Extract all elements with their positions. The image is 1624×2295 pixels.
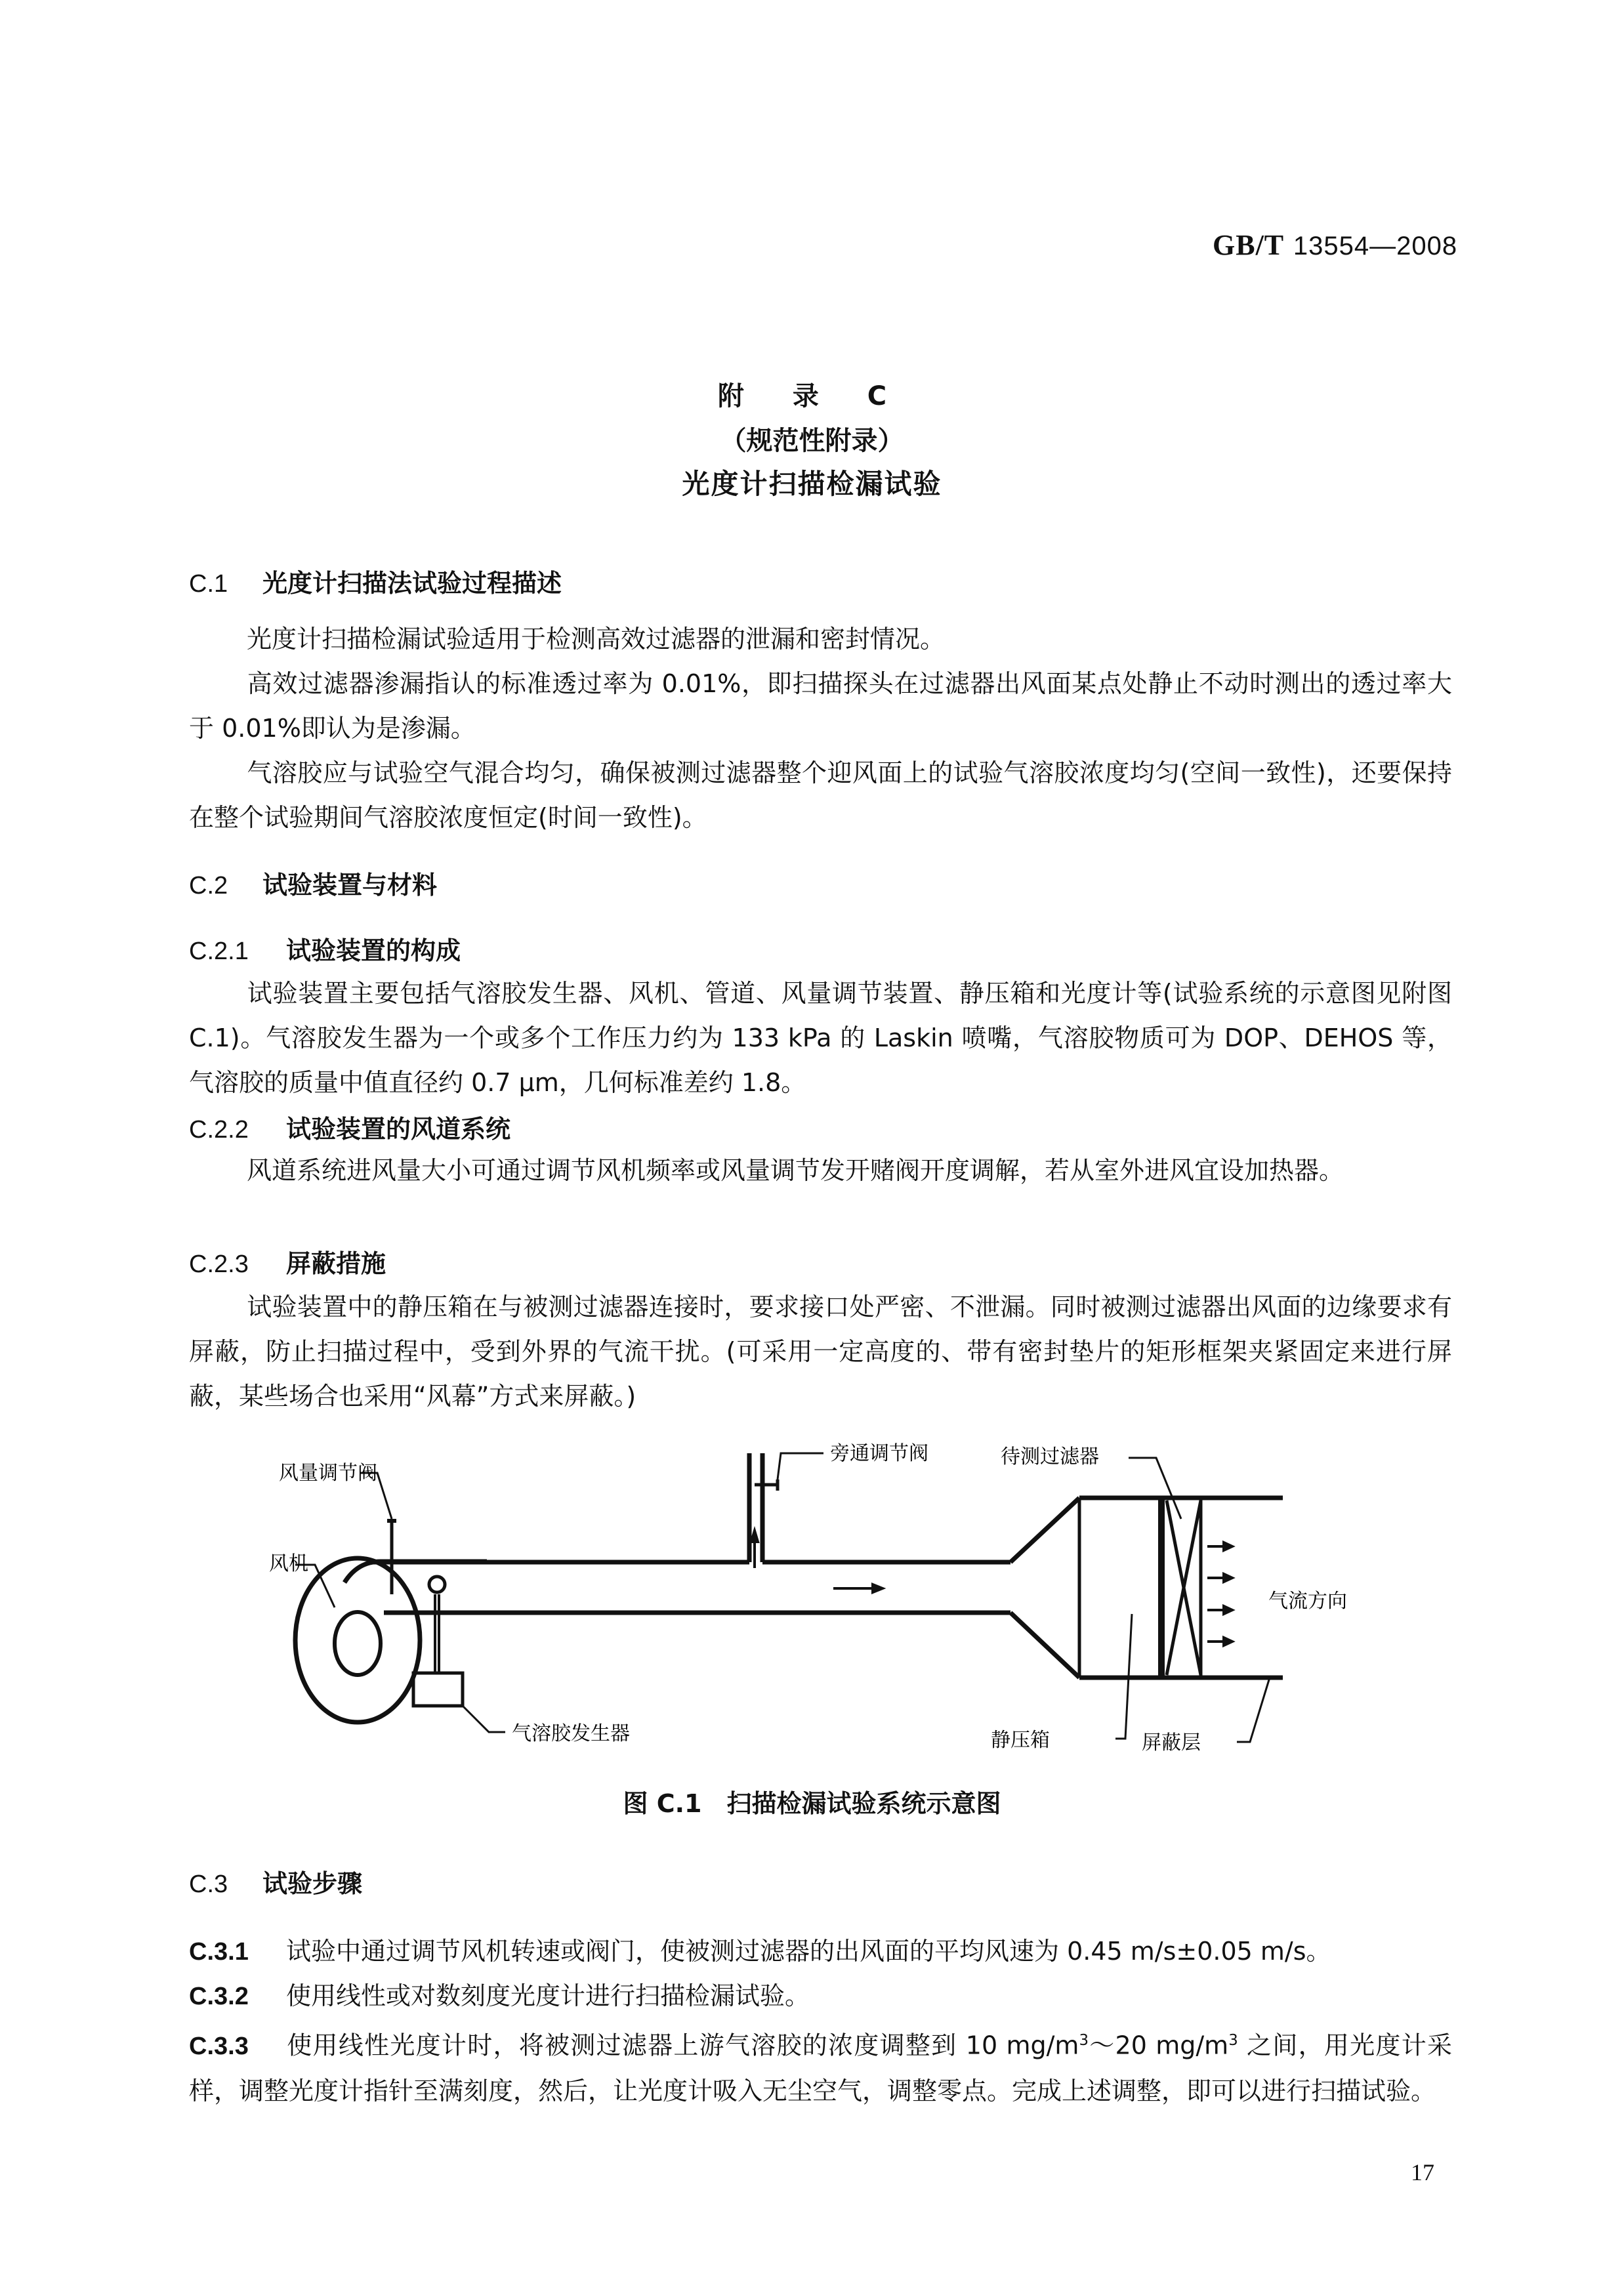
section-heading-c23: C.2.3 屏蔽措施 <box>189 1249 386 1278</box>
figure-c1-diagram <box>0 1430 1624 1771</box>
standard-code: 13554—2008 <box>1293 232 1458 260</box>
section-title: 光度计扫描法试验过程描述 <box>262 569 562 598</box>
label-fan: 风机 <box>269 1552 308 1575</box>
fan-outer-circle <box>295 1558 420 1722</box>
label-bypass-valve: 旁通调节阀 <box>830 1442 928 1465</box>
step-c33: C.3.3 使用线性光度计时，将被测过滤器上游气溶胶的浓度调整到 10 $mg/m^3\sim 20$ $mg/m^3$ 之间，用光度计采样，调整光度计指针至满刻度，然后，让光度计吸入无尘空气，调整零点。完成上述调整，即可以进行扫描试验。 <box>189 2031 1452 2105</box>
label-airflow: 气流方向 <box>1268 1590 1347 1613</box>
paragraph: 气溶胶应与试验空气混合均匀，确保被测过滤器整个迎风面上的试验气溶胶浓度均匀(空间一致性)，还要保持在整个试验期间气溶胶浓度恒定(时间一致性)。 <box>189 758 1452 832</box>
label-filter: 待测过滤器 <box>1001 1445 1099 1468</box>
step-c32: C.3.2 使用线性或对数刻度光度计进行扫描检漏试验。 <box>189 1981 810 2010</box>
paragraph: 试验装置主要包括气溶胶发生器、风机、管道、风量调节装置、静压箱和光度计等(试验系统的示意图见附图 C.1)。气溶胶发生器为一个或多个工作压力约为 133 kPa 的 Laskin 喷嘴，气溶胶物质可为 DOP、DEHOS 等，气溶胶的质量中值直径约 0.7 μm，几何标准差约 1.8。 <box>189 979 1452 1097</box>
paragraph: 光度计扫描检漏试验适用于检测高效过滤器的泄漏和密封情况。 <box>247 625 946 653</box>
label-plenum: 静压箱 <box>991 1729 1050 1752</box>
label-damper: 风量调节阀 <box>279 1462 377 1485</box>
standard-prefix: GB/T <box>1213 229 1285 261</box>
aerosol-generator-box <box>413 1673 463 1706</box>
section-heading-c1 <box>189 563 562 599</box>
section-number: C.1 <box>189 570 228 598</box>
annex-name: 光度计扫描检漏试验 <box>682 468 942 500</box>
label-shield: 屏蔽层 <box>1142 1731 1201 1754</box>
fan-inner-circle <box>335 1612 381 1675</box>
section-heading-c2: C.2 试验装置与材料 <box>189 871 438 899</box>
label-aerosol-generator: 气溶胶发生器 <box>512 1722 630 1745</box>
annex-title: 附 录 C <box>717 381 907 411</box>
standard-number <box>1213 228 1457 262</box>
paragraph: 试验装置中的静压箱在与被测过滤器连接时，要求接口处严密、不泄漏。同时被测过滤器出风面的边缘要求有屏蔽，防止扫描过程中，受到外界的气流干扰。(可采用一定高度的、带有密封垫片的矩形框架夹紧固定来进行屏蔽，某些场合也采用“风幕”方式来屏蔽。) <box>189 1292 1452 1411</box>
paragraph: 风道系统进风量大小可通过调节风机频率或风量调节发开赌阀开度调解，若从室外进风宜设加热器。 <box>247 1156 1344 1185</box>
paragraph: 高效过滤器渗漏指认的标准透过率为 0.01%，即扫描探头在过滤器出风面某点处静止不动时测出的透过率大于 0.01%即认为是渗漏。 <box>189 669 1452 743</box>
section-heading-c3: C.3 试验步骤 <box>189 1869 363 1898</box>
section-heading-c22: C.2.2 试验装置的风道系统 <box>189 1115 511 1144</box>
nozzle-icon <box>429 1577 445 1592</box>
page-number: 17 <box>1411 2159 1434 2185</box>
figure-caption: 图 C.1 扫描检漏试验系统示意图 <box>623 1789 1001 1818</box>
step-c31: C.3.1 试验中通过调节风机转速或阀门，使被测过滤器的出风面的平均风速为 0.45 m/s±0.05 m/s。 <box>189 1937 1331 1966</box>
annex-type: （规范性附录） <box>720 426 904 456</box>
section-heading-c21: C.2.1 试验装置的构成 <box>189 936 461 965</box>
